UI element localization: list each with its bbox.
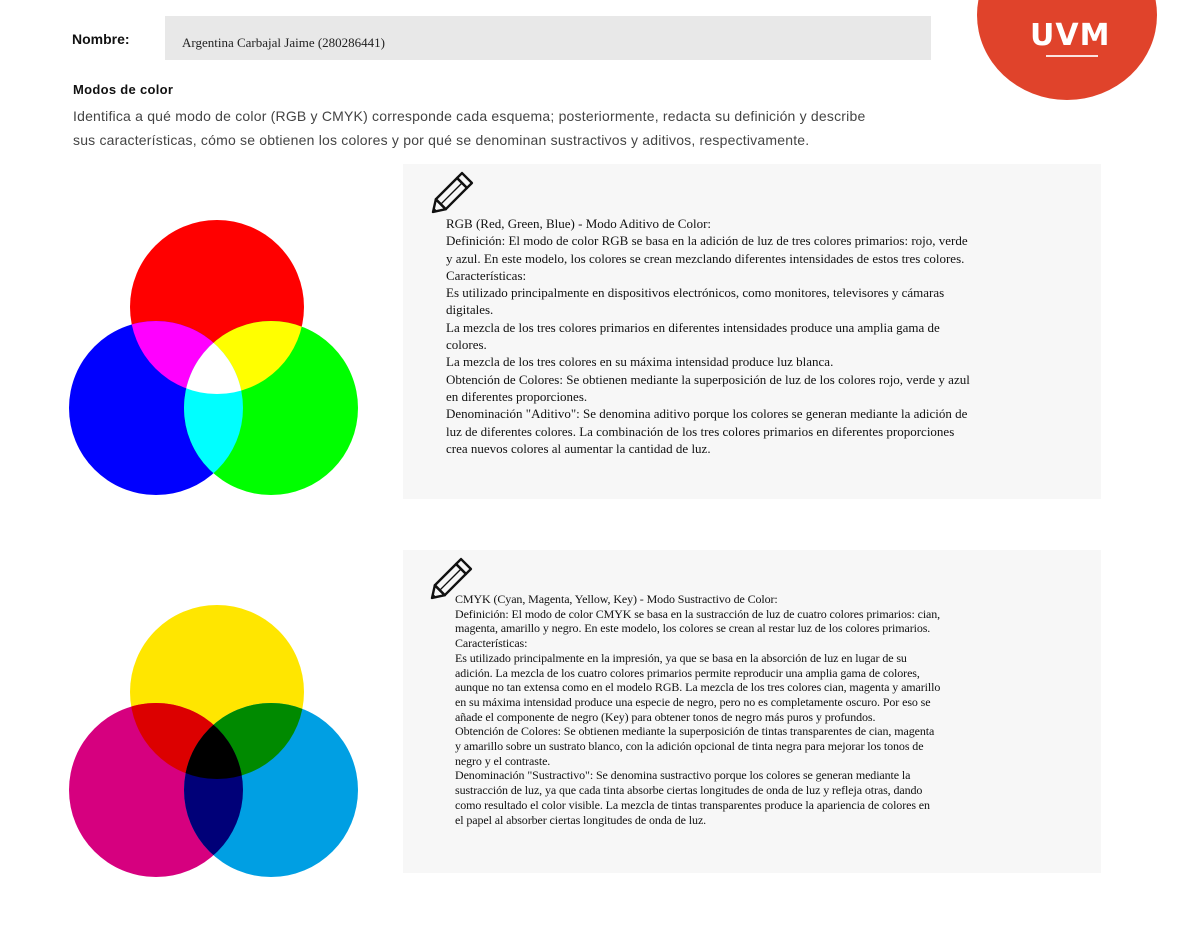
- rgb-line: luz de diferentes colores. La combinación de los tres colores primarios en diferentes proporciones: [446, 423, 955, 439]
- cmyk-text: [455, 592, 1095, 827]
- cmyk-panel: [403, 550, 1101, 873]
- logo-text: UVM: [1030, 18, 1111, 53]
- cmyk-line: el papel al absorber ciertas longitudes de onda de luz.: [455, 812, 707, 827]
- cmyk-line: adición. La mezcla de los cuatro colores primarios permite reproducir una amplia gama de colores,: [455, 665, 920, 680]
- logo-underline: [1046, 55, 1098, 57]
- cmyk-line: sustracción de luz, ya que cada tinta absorbe ciertas longitudes de onda de luz y refleja otras, dando: [455, 783, 923, 798]
- rgb-line: RGB (Red, Green, Blue) - Modo Aditivo de Color:: [446, 216, 712, 231]
- cmyk-line: Características:: [455, 636, 528, 651]
- rgb-line: Características:: [446, 267, 527, 283]
- cmyk-line: Obtención de Colores: Se obtienen mediante la superposición de tintas transparentes de cian, magenta: [455, 724, 935, 739]
- rgb-line: Denominación "Aditivo": Se denomina aditivo porque los colores se generan mediante la adición de: [446, 406, 968, 422]
- cmyk-line: como resultado el color visible. La mezcla de tintas transparentes produce la apariencia de colores en: [455, 797, 930, 812]
- rgb-line: digitales.: [446, 302, 494, 318]
- rgb-line: y azul. En este modelo, los colores se crean mezclando diferentes intensidades de estos tres colores.: [446, 250, 965, 266]
- rgb-line: Es utilizado principalmente en dispositivos electrónicos, como monitores, televisores y cámaras: [446, 285, 945, 301]
- rgb-line: en diferentes proporciones.: [446, 388, 588, 404]
- cmyk-line: aunque no tan extensa como en el modelo RGB. La mezcla de los tres colores cian, magenta y amarillo: [455, 680, 941, 695]
- cmyk-line: en su máxima intensidad produce una especie de negro, pero no es completamente oscuro. Por eso se: [455, 694, 931, 709]
- rgb-line: La mezcla de los tres colores primarios en diferentes intensidades produce una amplia gama de: [446, 319, 940, 335]
- cmyk-line: Denominación "Sustractivo": Se denomina sustractivo porque los colores se generan mediante la: [455, 768, 911, 783]
- section-title: Modos de color: [73, 82, 174, 97]
- cmyk-line: Es utilizado principalmente en la impresión, ya que se basa en la absorción de luz en lugar de su: [455, 650, 907, 665]
- rgb-text: [446, 215, 1086, 457]
- cmyk-line: negro y el contraste.: [455, 753, 551, 768]
- cmyk-line: añade el componente de negro (Key) para obtener tonos de negro más puros y profundos.: [455, 709, 876, 724]
- name-value: Argentina Carbajal Jaime (280286441): [182, 35, 386, 50]
- rgb-line: colores.: [446, 337, 487, 353]
- rgb-line: crea nuevos colores al aumentar la cantidad de luz.: [446, 440, 711, 456]
- rgb-line: Definición: El modo de color RGB se basa en la adición de luz de tres colores primarios: rojo, verde: [446, 233, 968, 249]
- cmyk-diagram: [60, 595, 360, 885]
- cmyk-line: CMYK (Cyan, Magenta, Yellow, Key) - Modo Sustractivo de Color:: [455, 592, 778, 606]
- cmyk-line: magenta, amarillo y negro. En este modelo, los colores se crean al restar luz de los colores primarios.: [455, 621, 931, 636]
- cmyk-line: y amarillo sobre un sustrato blanco, con la adición opcional de tinta negra para mejorar los tonos de: [455, 739, 924, 754]
- instructions-line: Identifica a qué modo de color (RGB y CMYK) corresponde cada esquema; posteriormente, redacta su definición y describe: [73, 108, 866, 124]
- cmyk-line: Definición: El modo de color CMYK se basa en la sustracción de luz de cuatro colores primarios: cian,: [455, 606, 941, 621]
- name-label: Nombre:: [72, 31, 130, 47]
- rgb-line: Obtención de Colores: Se obtienen mediante la superposición de luz de los colores rojo, verde y azul: [446, 371, 970, 387]
- rgb-panel: [403, 164, 1101, 499]
- rgb-diagram: [60, 210, 360, 500]
- instructions-line: sus características, cómo se obtienen los colores y por qué se denominan sustractivos y aditivos, respectivamente.: [73, 132, 810, 148]
- rgb-line: La mezcla de los tres colores en su máxima intensidad produce luz blanca.: [446, 354, 834, 370]
- pencil-icon: [423, 168, 477, 222]
- instructions: [73, 104, 978, 152]
